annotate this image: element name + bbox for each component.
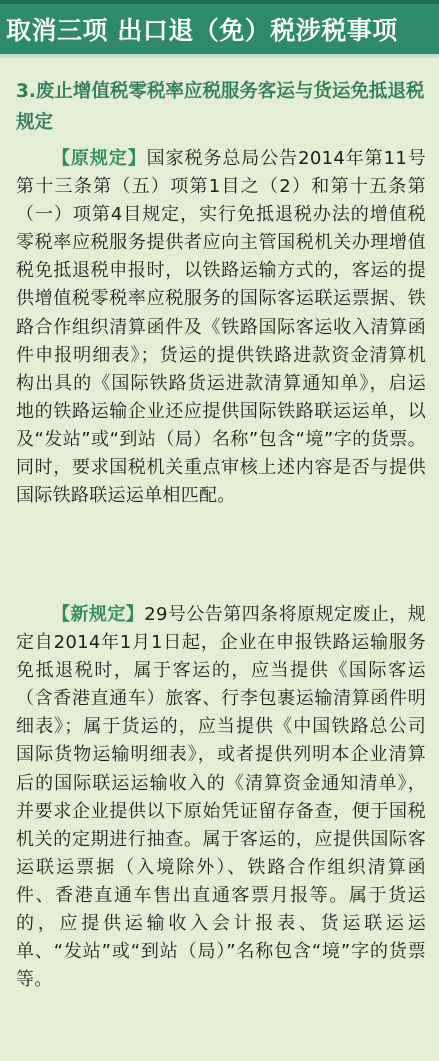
title-banner [0, 0, 439, 58]
new-rule-tag: 【新规定】 [52, 604, 145, 625]
original-rule-tag: 【原规定】 [52, 148, 147, 169]
original-rule-paragraph [16, 145, 426, 510]
new-rule-text: 29号公告第四条将原规定废止，规定自2014年1月1日起，企业在申报铁路运输服务免抵退税时，属于客运的，应当提供《国际客运（含香港直通车）旅客、行李包裹运输清算函件明细表》；属于货运的，应当提供《中国铁路总公司国际货物运输明细表》，或者提供列明本企业清算后的国际联运运输收入的《清算资金通知清单》，并要求企业提供以下原始凭证留存备查，便于国税机关的定期进行抽查。属于客运的，应提供国际客运联运票据（入境除外）、铁路合作组织清算函件、香港直通车售出直通客票月报等。属于货运的，应提供运输收入会计报表、货运联运运单、“发站”或“到站（局）”名称包含“境”字的货票等。 [16, 604, 427, 991]
section-heading: 3.废止增值税零税率应税服务客运与货运免抵退税规定 [16, 81, 425, 133]
page-title: 取消三项 出口退（免）税涉税事项 [6, 16, 398, 45]
original-rule-text: 国家税务总局公告2014年第11号第十三条第（五）项第1目之（2）和第十五条第（一）项第4目规定，实行免抵退税办法的增值税零税率应税服务提供者应向主管国税机关办理增值税免抵退税申报时，以铁路运输方式的，客运的提供增值税零税率应税服务的国际客运联运票据、铁路合作组织清算函件及《铁路国际客运收入清算函件申报明细表》；货运的提供铁路进款资金清算机构出具的《国际铁路货运进款清算通知单》，启运地的铁路运输企业还应提供国际铁路联运运单，以及“发站”或“到站（局）名称”包含“境”字的货票。同时，要求国税机关重点审核上述内容是否与提供国际铁路联运运单相匹配。 [16, 148, 427, 507]
new-rule-paragraph [16, 601, 426, 994]
